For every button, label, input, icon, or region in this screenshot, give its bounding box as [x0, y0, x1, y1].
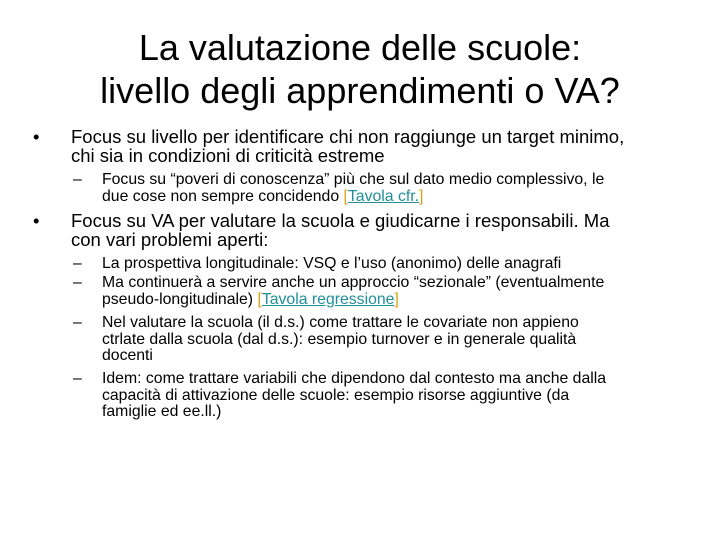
sub-bullet-line: Idem: come trattare variabili che dipendono dal contesto ma anche dalla [102, 370, 607, 387]
dash-marker: – [73, 314, 82, 331]
sub-bullet-text [102, 256, 682, 273]
bullet-line: Focus su livello per identificare chi non raggiunge un target minimo, [71, 126, 625, 147]
title-line-1: La valutazione delle scuole: [138, 27, 582, 68]
bullet-line: chi sia in condizioni di criticità estreme [71, 145, 385, 166]
bullet-text [71, 211, 683, 249]
sub-bullet-line-prefix: due cose non sempre concidendo [102, 187, 344, 205]
sub-bullet-line: docenti [102, 347, 153, 364]
sub-bullet-text [102, 315, 682, 365]
open-bracket: [ [343, 187, 348, 205]
dash-marker: – [73, 370, 82, 387]
sub-bullet-line [102, 292, 682, 309]
sub-bullet-line [102, 189, 682, 206]
slide-title [36, 26, 684, 112]
dash-marker: – [73, 274, 82, 291]
title-line-2: livello degli apprendimenti o VA? [100, 70, 620, 111]
sub-bullet-line: ctrlate dalla scuola (dal d.s.): esempio turnover e in generale qualità [102, 330, 577, 348]
sub-bullet-line: famiglie ed ee.ll.) [102, 403, 222, 420]
sub-bullet-line: Ma continuerà a servire anche un approccio “sezionale” (eventualmente [102, 274, 605, 291]
close-bracket: ] [394, 290, 399, 308]
sub-bullet-line: Focus su “poveri di conoscenza” più che sul dato medio complessivo, le [102, 171, 605, 188]
sub-bullet-text [102, 172, 682, 205]
sub-bullet-line: capacità di attivazione delle scuole: esempio risorse aggiuntive (da [102, 386, 570, 404]
dash-marker: – [73, 255, 82, 272]
bullet-marker: • [33, 210, 40, 231]
sub-bullet-text [102, 275, 682, 308]
close-bracket: ] [419, 187, 424, 205]
bullet-line: Focus su VA per valutare la scuola e giudicarne i responsabili. Ma [71, 210, 610, 231]
sub-bullet-text [102, 371, 682, 421]
bullet-text [71, 127, 683, 165]
bullet-line: con vari problemi aperti: [71, 229, 269, 250]
sub-bullet-line-prefix: pseudo-longitudinale) [102, 290, 258, 308]
sub-bullet-line: Nel valutare la scuola (il d.s.) come trattare le covariate non appieno [102, 314, 579, 331]
bullet-marker: • [33, 126, 40, 147]
tavola-cfr-link[interactable]: Tavola cfr. [347, 187, 420, 205]
tavola-regressione-link[interactable]: Tavola regressione [261, 290, 395, 308]
sub-bullet-line: La prospettiva longitudinale: VSQ e l’uso (anonimo) delle anagrafi [102, 255, 562, 272]
dash-marker: – [73, 171, 82, 188]
open-bracket: [ [257, 290, 262, 308]
